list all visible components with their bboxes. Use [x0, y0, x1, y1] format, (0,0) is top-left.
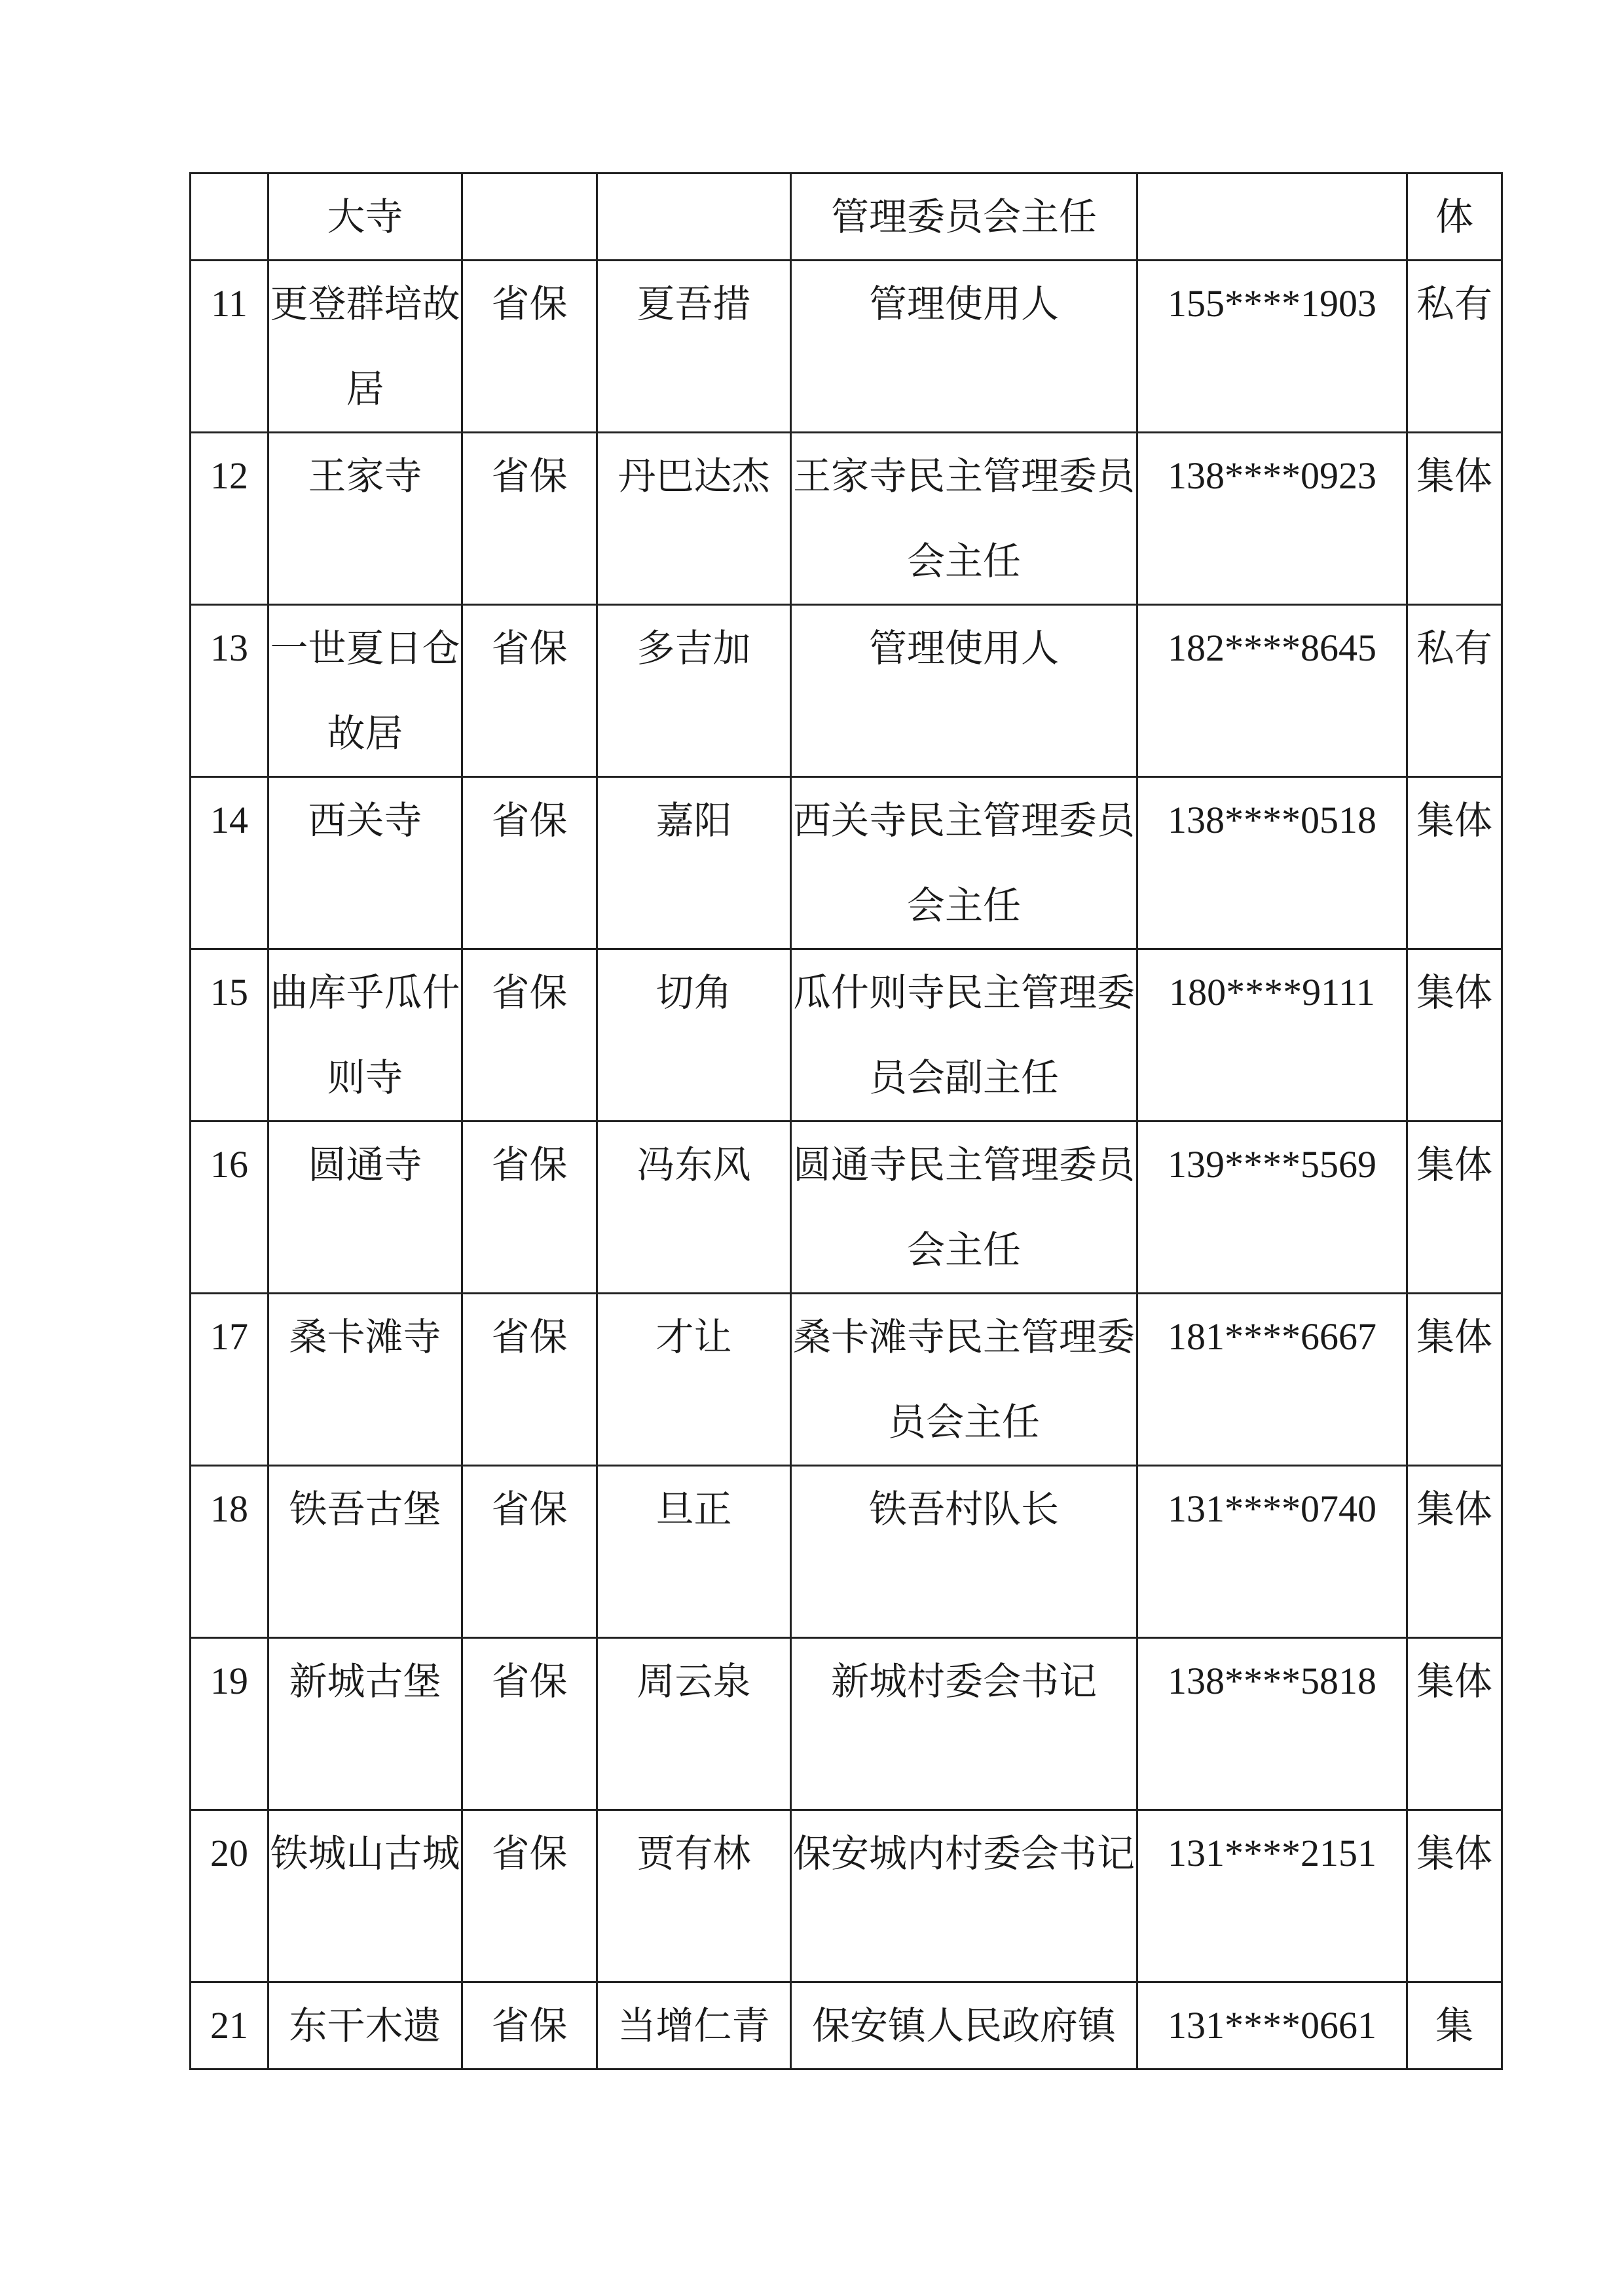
cell-number: 17	[191, 1294, 268, 1466]
cell-responsible-person: 周云泉	[597, 1638, 791, 1810]
cell-phone	[1137, 173, 1407, 261]
cell-site-name: 东干木遗	[268, 1982, 462, 2069]
cell-position: 新城村委会书记	[791, 1638, 1137, 1810]
cell-protection-level: 省保	[462, 1810, 597, 1982]
cell-ownership: 集体	[1407, 1121, 1502, 1294]
cell-position: 管理委员会主任	[791, 173, 1137, 261]
cell-number: 16	[191, 1121, 268, 1294]
cell-ownership: 集体	[1407, 949, 1502, 1121]
table-row	[191, 1294, 1502, 1466]
cell-number: 19	[191, 1638, 268, 1810]
cell-ownership: 集体	[1407, 1466, 1502, 1638]
cell-number: 14	[191, 777, 268, 949]
cell-protection-level: 省保	[462, 1121, 597, 1294]
cell-number: 11	[191, 261, 268, 433]
cell-site-name: 铁吾古堡	[268, 1466, 462, 1638]
cell-ownership: 集体	[1407, 433, 1502, 605]
table-row	[191, 1121, 1502, 1294]
cell-position: 铁吾村队长	[791, 1466, 1137, 1638]
cell-site-name: 西关寺	[268, 777, 462, 949]
cell-protection-level	[462, 173, 597, 261]
cell-position: 管理使用人	[791, 605, 1137, 777]
cell-responsible-person: 冯东风	[597, 1121, 791, 1294]
cell-site-name: 铁城山古城	[268, 1810, 462, 1982]
table-row	[191, 1466, 1502, 1638]
cell-number: 15	[191, 949, 268, 1121]
cell-responsible-person: 夏吾措	[597, 261, 791, 433]
cell-number: 20	[191, 1810, 268, 1982]
cell-phone: 131****2151	[1137, 1810, 1407, 1982]
cell-number: 13	[191, 605, 268, 777]
cell-phone: 131****0661	[1137, 1982, 1407, 2069]
cell-site-name: 新城古堡	[268, 1638, 462, 1810]
cell-ownership: 私有	[1407, 605, 1502, 777]
cell-number: 21	[191, 1982, 268, 2069]
table-row	[191, 261, 1502, 433]
cell-phone: 138****5818	[1137, 1638, 1407, 1810]
cell-position: 管理使用人	[791, 261, 1137, 433]
cell-ownership: 集体	[1407, 1294, 1502, 1466]
table-row	[191, 605, 1502, 777]
table-row	[191, 173, 1502, 261]
cell-responsible-person: 旦正	[597, 1466, 791, 1638]
cell-phone: 139****5569	[1137, 1121, 1407, 1294]
cell-protection-level: 省保	[462, 1466, 597, 1638]
table-row	[191, 1638, 1502, 1810]
cell-protection-level: 省保	[462, 949, 597, 1121]
cell-protection-level: 省保	[462, 433, 597, 605]
cell-position: 王家寺民主管理委员会主任	[791, 433, 1137, 605]
cell-number: 12	[191, 433, 268, 605]
cell-responsible-person: 多吉加	[597, 605, 791, 777]
cell-responsible-person: 才让	[597, 1294, 791, 1466]
table-row	[191, 1810, 1502, 1982]
cell-responsible-person: 嘉阳	[597, 777, 791, 949]
cell-site-name: 一世夏日仓故居	[268, 605, 462, 777]
cell-position: 西关寺民主管理委员会主任	[791, 777, 1137, 949]
cell-site-name: 王家寺	[268, 433, 462, 605]
cell-number	[191, 173, 268, 261]
cell-position: 保安城内村委会书记	[791, 1810, 1137, 1982]
cell-phone: 180****9111	[1137, 949, 1407, 1121]
cell-ownership: 私有	[1407, 261, 1502, 433]
cell-protection-level: 省保	[462, 1982, 597, 2069]
cell-ownership: 集体	[1407, 1638, 1502, 1810]
heritage-site-table	[189, 172, 1503, 2070]
cell-ownership: 集体	[1407, 777, 1502, 949]
cell-number: 18	[191, 1466, 268, 1638]
cell-position: 保安镇人民政府镇	[791, 1982, 1137, 2069]
cell-protection-level: 省保	[462, 1294, 597, 1466]
cell-position: 圆通寺民主管理委员会主任	[791, 1121, 1137, 1294]
cell-responsible-person: 贾有林	[597, 1810, 791, 1982]
cell-ownership: 体	[1407, 173, 1502, 261]
cell-phone: 138****0518	[1137, 777, 1407, 949]
cell-phone: 138****0923	[1137, 433, 1407, 605]
cell-responsible-person: 当增仁青	[597, 1982, 791, 2069]
cell-phone: 131****0740	[1137, 1466, 1407, 1638]
cell-protection-level: 省保	[462, 1638, 597, 1810]
cell-phone: 155****1903	[1137, 261, 1407, 433]
table-row	[191, 949, 1502, 1121]
table-row	[191, 777, 1502, 949]
table-row	[191, 1982, 1502, 2069]
cell-ownership: 集	[1407, 1982, 1502, 2069]
cell-protection-level: 省保	[462, 261, 597, 433]
cell-site-name: 更登群培故居	[268, 261, 462, 433]
cell-protection-level: 省保	[462, 605, 597, 777]
cell-site-name: 大寺	[268, 173, 462, 261]
cell-position: 桑卡滩寺民主管理委员会主任	[791, 1294, 1137, 1466]
cell-responsible-person	[597, 173, 791, 261]
cell-protection-level: 省保	[462, 777, 597, 949]
cell-phone: 182****8645	[1137, 605, 1407, 777]
cell-site-name: 桑卡滩寺	[268, 1294, 462, 1466]
cell-phone: 181****6667	[1137, 1294, 1407, 1466]
cell-ownership: 集体	[1407, 1810, 1502, 1982]
cell-site-name: 曲库乎瓜什则寺	[268, 949, 462, 1121]
cell-site-name: 圆通寺	[268, 1121, 462, 1294]
cell-position: 瓜什则寺民主管理委员会副主任	[791, 949, 1137, 1121]
table-row	[191, 433, 1502, 605]
cell-responsible-person: 切角	[597, 949, 791, 1121]
cell-responsible-person: 丹巴达杰	[597, 433, 791, 605]
